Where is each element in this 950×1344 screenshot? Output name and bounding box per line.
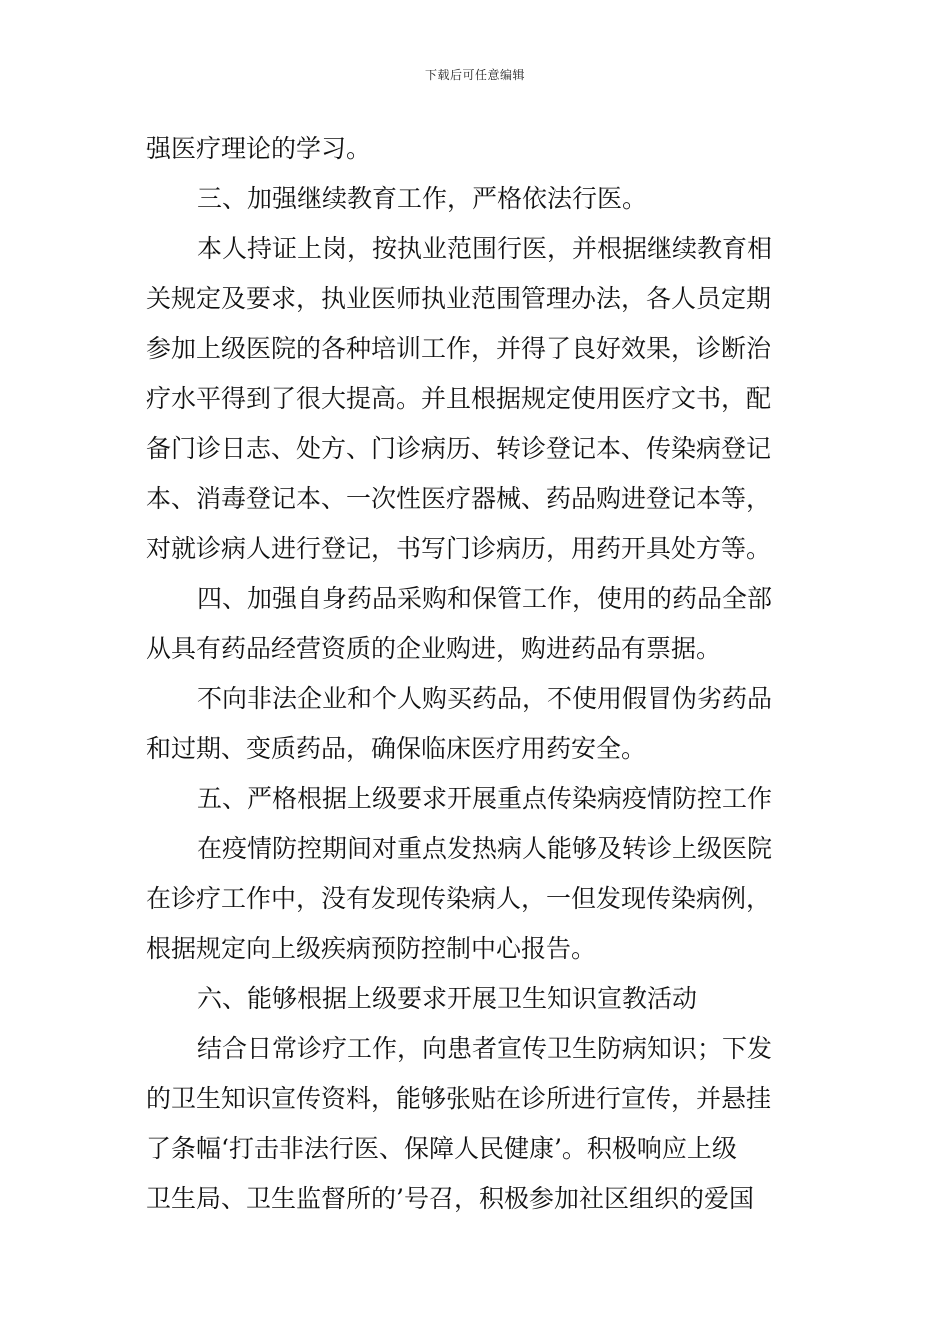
text-line: 卫生局、卫生监督所的’号召，积极参加社区组织的爱国 bbox=[146, 1184, 754, 1213]
text-line: 在疫情防控期间对重点发热病人能够及转诊上级医院 bbox=[197, 834, 773, 863]
text-line: 从具有药品经营资质的企业购进，购进药品有票据。 bbox=[146, 634, 722, 663]
text-line: 本人持证上岗，按执业范围行医，并根据继续教育相 bbox=[197, 234, 773, 263]
text-line: 的卫生知识宣传资料，能够张贴在诊所进行宣传，并悬挂 bbox=[146, 1084, 772, 1113]
text-line: 六、能够根据上级要求开展卫生知识宣教活动 bbox=[197, 984, 698, 1013]
text-line: 结合日常诊疗工作，向患者宣传卫生防病知识；下发 bbox=[197, 1034, 773, 1063]
document-body bbox=[146, 124, 810, 1224]
text-line: 了条幅‘打击非法行医、保障人民健康’。积极响应上级 bbox=[146, 1134, 737, 1163]
text-line: 三、加强继续教育工作，严格依法行医。 bbox=[197, 184, 648, 213]
text-line: 关规定及要求，执业医师执业范围管理办法，各人员定期 bbox=[146, 284, 772, 313]
text-line: 对就诊病人进行登记，书写门诊病历，用药开具处方等。 bbox=[146, 534, 772, 563]
text-line: 五、严格根据上级要求开展重点传染病疫情防控工作 bbox=[197, 784, 773, 813]
text-line: 参加上级医院的各种培训工作，并得了良好效果，诊断治 bbox=[146, 334, 772, 363]
text-line: 和过期、变质药品，确保临床医疗用药安全。 bbox=[146, 734, 647, 763]
text-line: 本、消毒登记本、一次性医疗器械、药品购进登记本等， bbox=[146, 484, 772, 513]
text-line: 疗水平得到了很大提高。并且根据规定使用医疗文书，配 bbox=[146, 384, 772, 413]
text-line: 不向非法企业和个人购买药品，不使用假冒伪劣药品 bbox=[197, 684, 773, 713]
header-note: 下载后可任意编辑 bbox=[424, 68, 525, 82]
text-line: 在诊疗工作中，没有发现传染病人，一但发现传染病例， bbox=[146, 884, 772, 913]
text-line: 根据规定向上级疾病预防控制中心报告。 bbox=[146, 934, 597, 963]
text-line: 备门诊日志、处方、门诊病历、转诊登记本、传染病登记 bbox=[146, 434, 772, 463]
text-line: 四、加强自身药品采购和保管工作，使用的药品全部 bbox=[197, 584, 773, 613]
text-line: 强医疗理论的学习。 bbox=[146, 134, 372, 163]
